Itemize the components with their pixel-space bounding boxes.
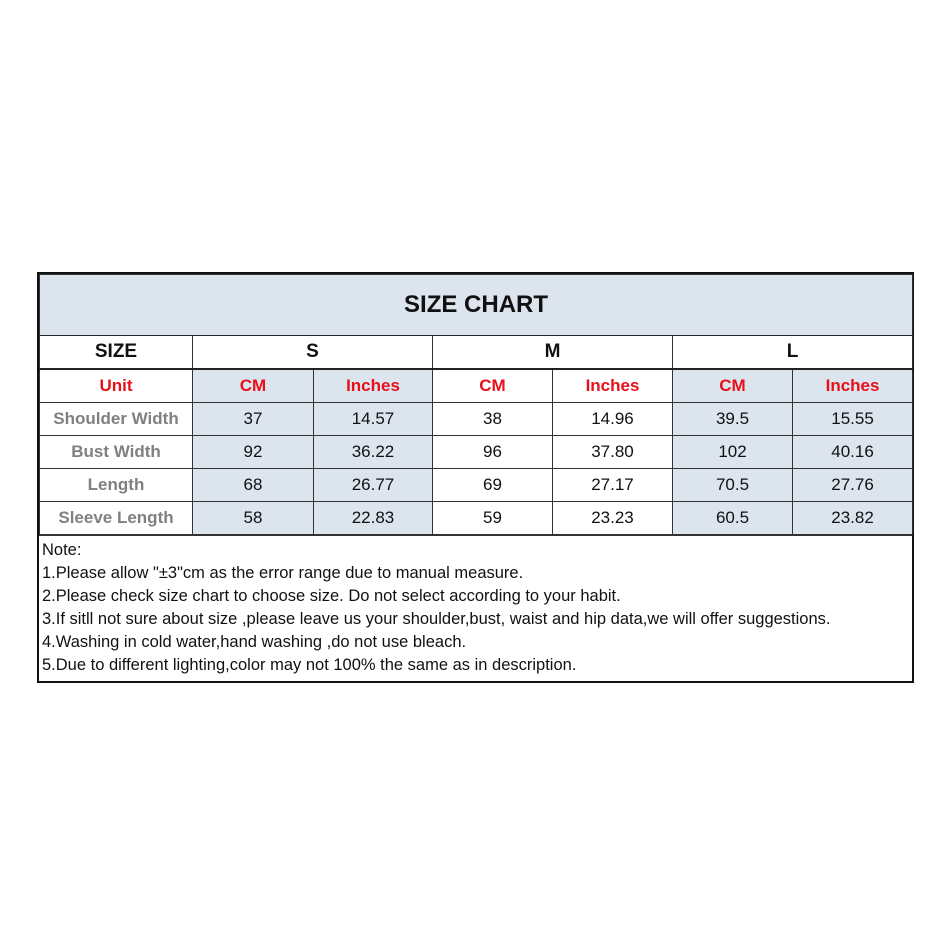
row-label: Shoulder Width	[40, 403, 193, 436]
cell-value: 92	[193, 436, 314, 469]
cell-value: 14.96	[553, 403, 673, 436]
cell-value: 22.83	[314, 502, 433, 535]
size-m: M	[433, 336, 673, 370]
row-label: Length	[40, 469, 193, 502]
cell-value: 14.57	[314, 403, 433, 436]
cell-value: 37	[193, 403, 314, 436]
cell-value: 38	[433, 403, 553, 436]
table-row	[40, 469, 913, 502]
note-line: 2.Please check size chart to choose size. Do not select according to your habit.	[42, 587, 621, 605]
cell-value: 23.82	[793, 502, 913, 535]
cell-value: 36.22	[314, 436, 433, 469]
unit-inches: Inches	[553, 369, 673, 403]
cell-value: 26.77	[314, 469, 433, 502]
table-row	[40, 403, 913, 436]
unit-header: Unit	[40, 369, 193, 403]
table-row	[40, 436, 913, 469]
row-label: Bust Width	[40, 436, 193, 469]
cell-value: 96	[433, 436, 553, 469]
unit-cm: CM	[433, 369, 553, 403]
cell-value: 58	[193, 502, 314, 535]
size-header: SIZE	[40, 336, 193, 370]
cell-value: 39.5	[673, 403, 793, 436]
cell-value: 37.80	[553, 436, 673, 469]
note-line: Note:	[42, 541, 82, 559]
note-line: 5.Due to different lighting,color may not 100% the same as in description.	[42, 656, 577, 674]
unit-cm: CM	[193, 369, 314, 403]
note-line: 3.If sitll not sure about size ,please leave us your shoulder,bust, waist and hip data,we will offer suggestions.	[42, 610, 831, 628]
cell-value: 27.17	[553, 469, 673, 502]
size-chart	[37, 272, 914, 683]
cell-value: 15.55	[793, 403, 913, 436]
notes	[39, 535, 912, 681]
unit-inches: Inches	[314, 369, 433, 403]
cell-value: 27.76	[793, 469, 913, 502]
unit-cm: CM	[673, 369, 793, 403]
unit-inches: Inches	[793, 369, 913, 403]
note-line: 1.Please allow "±3"cm as the error range due to manual measure.	[42, 564, 524, 582]
cell-value: 69	[433, 469, 553, 502]
cell-value: 68	[193, 469, 314, 502]
size-s: S	[193, 336, 433, 370]
cell-value: 102	[673, 436, 793, 469]
note-line: 4.Washing in cold water,hand washing ,do not use bleach.	[42, 633, 467, 651]
table-title: SIZE CHART	[40, 275, 913, 336]
cell-value: 23.23	[553, 502, 673, 535]
size-l: L	[673, 336, 913, 370]
cell-value: 59	[433, 502, 553, 535]
table-row	[40, 502, 913, 535]
cell-value: 60.5	[673, 502, 793, 535]
cell-value: 70.5	[673, 469, 793, 502]
cell-value: 40.16	[793, 436, 913, 469]
row-label: Sleeve Length	[40, 502, 193, 535]
size-table	[39, 274, 913, 535]
